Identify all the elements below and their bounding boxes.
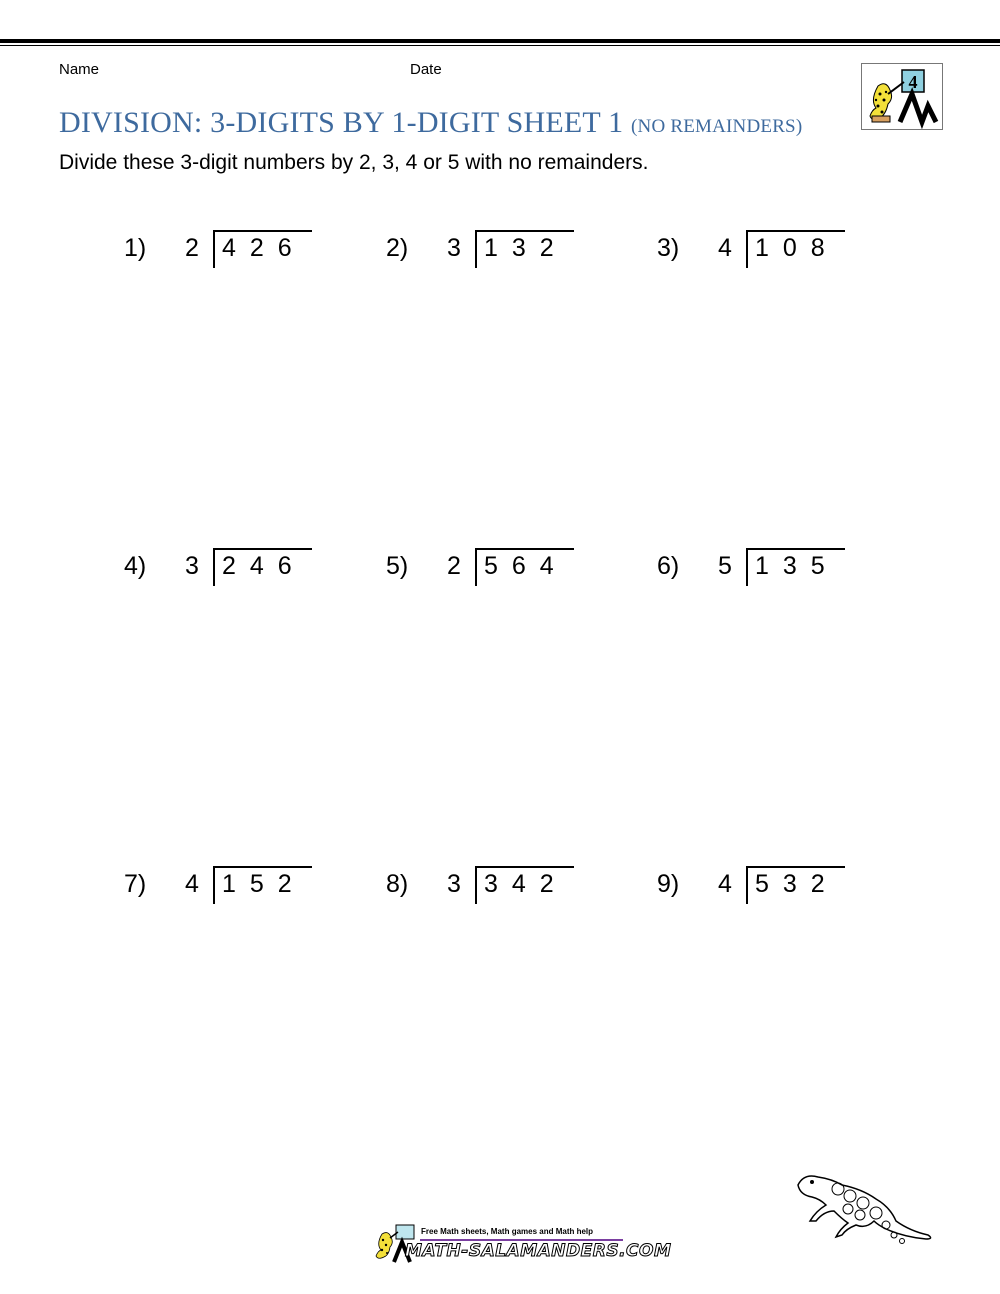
footer-brand[interactable]: MATH-SALAMANDERS.COM bbox=[405, 1241, 672, 1261]
problem-number: 9) bbox=[657, 870, 680, 898]
name-label: Name bbox=[59, 61, 100, 78]
instructions: Divide these 3-digit numbers by 2, 3, 4 or 5 with no remainders. bbox=[59, 151, 649, 174]
dividend: 132 bbox=[484, 234, 568, 262]
divisor: 4 bbox=[718, 870, 732, 898]
divisor: 3 bbox=[185, 552, 199, 580]
title-main: DIVISION: 3-DIGITS BY 1-DIGIT SHEET 1 bbox=[59, 106, 624, 139]
footer-tagline: Free Math sheets, Math games and Math help bbox=[421, 1227, 594, 1236]
salamander-teacher-icon bbox=[862, 64, 942, 129]
problem-number: 4) bbox=[124, 552, 147, 580]
problem-number: 3) bbox=[657, 234, 680, 262]
divisor: 3 bbox=[447, 234, 461, 262]
title-suffix: (NO REMAINDERS) bbox=[631, 116, 803, 137]
salamander-icon bbox=[790, 1165, 935, 1255]
divisor: 2 bbox=[447, 552, 461, 580]
top-rule-thick bbox=[0, 39, 1000, 43]
problem-number: 2) bbox=[386, 234, 409, 262]
grade-logo bbox=[861, 63, 943, 130]
dividend: 108 bbox=[755, 234, 839, 262]
divisor: 4 bbox=[185, 870, 199, 898]
divisor: 3 bbox=[447, 870, 461, 898]
problem-number: 1) bbox=[124, 234, 147, 262]
dividend: 246 bbox=[222, 552, 306, 580]
problem-number: 6) bbox=[657, 552, 680, 580]
dividend: 152 bbox=[222, 870, 306, 898]
dividend: 135 bbox=[755, 552, 839, 580]
problem-number: 8) bbox=[386, 870, 409, 898]
date-label: Date bbox=[410, 61, 442, 78]
divisor: 5 bbox=[718, 552, 732, 580]
problem-number: 5) bbox=[386, 552, 409, 580]
dividend: 342 bbox=[484, 870, 568, 898]
dividend: 564 bbox=[484, 552, 568, 580]
dividend: 532 bbox=[755, 870, 839, 898]
grade-number: 4 bbox=[908, 72, 918, 92]
problem-number: 7) bbox=[124, 870, 147, 898]
divisor: 4 bbox=[718, 234, 732, 262]
salamander-illustration bbox=[790, 1165, 935, 1255]
page-title bbox=[59, 106, 802, 140]
dividend: 426 bbox=[222, 234, 306, 262]
divisor: 2 bbox=[185, 234, 199, 262]
top-rule-thin bbox=[0, 45, 1000, 46]
